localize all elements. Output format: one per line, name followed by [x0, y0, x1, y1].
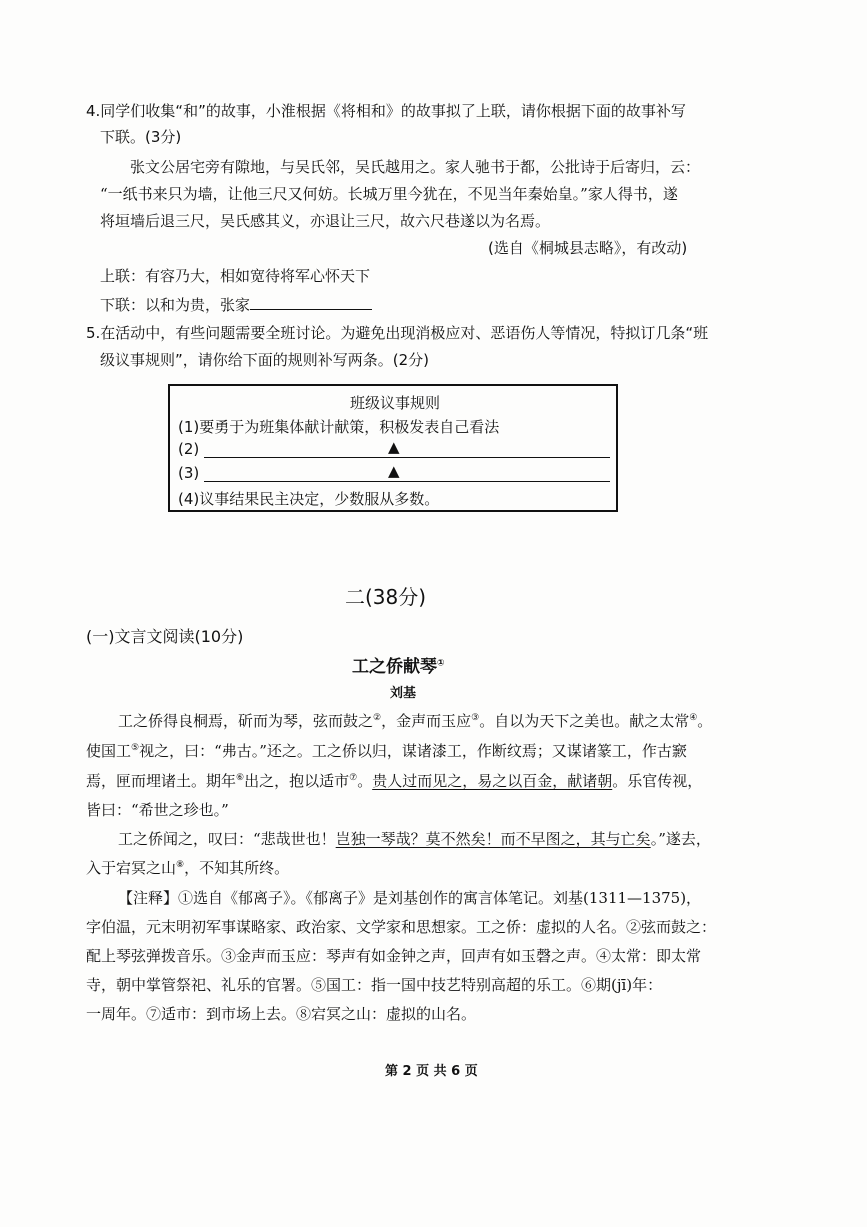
passage-text: 出之，抱以适市 [244, 772, 350, 790]
passage-line-2 [86, 740, 687, 761]
q4-upper-couplet: 上联：有容乃大，相如宽待将军心怀天下 [100, 267, 371, 285]
passage-title [352, 652, 445, 677]
passage-author: 刘基 [390, 686, 417, 701]
part-heading: (一)文言文阅读(10分) [86, 627, 244, 646]
passage-title-note: ① [437, 658, 445, 669]
rules-box-title: 班级议事规则 [350, 394, 441, 412]
underlined-sentence-1: 贵人过而见之，易之以百金，献诸朝 [372, 772, 613, 790]
rule-4: (4)议事结果民主决定，少数服从多数。 [178, 490, 440, 508]
passage-text: ，不知其所终。 [184, 859, 290, 877]
rule-3-answer-line[interactable] [204, 481, 610, 482]
note-ref-8: ⑧ [176, 860, 185, 870]
notes-line-1: 【注释】①选自《郁离子》。《郁离子》是刘基创作的寓言体笔记。刘基(1311—1375)， [118, 889, 702, 907]
rule-2-triangle-marker: ▲ [388, 438, 400, 456]
passage-text: 使国工 [86, 742, 132, 760]
notes-line-2: 字伯温，元末明初军事谋略家、政治家、文学家和思想家。工之侨：虚拟的人名。②弦而鼓之： [86, 918, 717, 936]
passage-text: 。 [697, 712, 713, 730]
q4-answer-blank[interactable] [250, 295, 372, 310]
page-number: 第 2 页 共 6 页 [385, 1064, 478, 1079]
passage-line-1 [118, 710, 712, 731]
q4-lower-couplet [100, 294, 372, 315]
note-ref-6: ⑥ [236, 773, 245, 783]
note-ref-4: ④ [689, 713, 698, 723]
note-ref-2: ② [373, 713, 382, 723]
passage-line-6 [86, 857, 289, 878]
section-heading: 二(38分) [345, 585, 427, 609]
passage-text: 入于宕冥之山 [86, 859, 177, 877]
passage-line-3 [86, 770, 702, 791]
notes-line-3: 配上琴弦弹拨音乐。③金声而玉应：琴声有如金钟之声，回声有如玉磬之声。④太常：即太常 [86, 947, 702, 965]
note-ref-5: ⑤ [131, 743, 140, 753]
q4-story-line2: “一纸书来只为墙，让他三尺又何妨。长城万里今犹在，不见当年秦始皇。”家人得书，遂 [100, 185, 678, 203]
q4-prompt-line1: 4.同学们收集“和”的故事，小淮根据《将相和》的故事拟了上联，请你根据下面的故事补写 [86, 102, 686, 120]
rules-box [168, 384, 618, 512]
note-ref-3: ③ [471, 713, 480, 723]
passage-text: 焉，匣而埋诸土。期年 [86, 772, 237, 790]
q4-lower-couplet-text: 下联：以和为贵，张家 [100, 296, 251, 314]
notes-line-4: 寺，朝中掌管祭祀、礼乐的官署。⑤国工：指一国中技艺特别高超的乐工。⑥期(jī)年： [86, 976, 663, 994]
passage-text: 。自以为天下之美也。献之太常 [479, 712, 690, 730]
passage-text: 视之，曰：“弗古。”还之。工之侨以归，谋诸漆工，作断纹焉；又谋诸篆工，作古窾 [139, 742, 687, 760]
passage-line-4: 皆曰：“希世之珍也。” [86, 801, 229, 819]
passage-text: 工之侨得良桐焉，斫而为琴，弦而鼓之 [118, 712, 374, 730]
passage-text: 工之侨闻之，叹曰：“悲哉世也！ [118, 830, 336, 848]
passage-text: 。乐官传视， [612, 772, 703, 790]
passage-text: 。 [357, 772, 373, 790]
notes-line-5: 一周年。⑦适市：到市场上去。⑧宕冥之山：虚拟的山名。 [86, 1005, 477, 1023]
rule-2-number: (2) [178, 440, 200, 458]
q5-prompt-line2: 级议事规则”，请你给下面的规则补写两条。(2分) [100, 351, 430, 369]
underlined-sentence-2: 岂独一琴哉？莫不然矣！而不早图之，其与亡矣 [335, 830, 651, 848]
q5-prompt-line1: 5.在活动中，有些问题需要全班讨论。为避免出现消极应对、恶语伤人等情况，特拟订几条“班 [86, 324, 709, 342]
rule-3-number: (3) [178, 464, 200, 482]
rule-1: (1)要勇于为班集体献计献策，积极发表自己看法 [178, 418, 500, 436]
passage-text: 。”遂去， [650, 830, 711, 848]
passage-text: ，金声而玉应 [381, 712, 472, 730]
rule-3-triangle-marker: ▲ [388, 462, 400, 480]
q4-story-line1: 张文公居宅旁有隙地，与吴氏邻，吴氏越用之。家人驰书于都，公批诗于后寄归，云： [130, 158, 701, 176]
q4-story-line3: 将垣墙后退三尺，吴氏感其义，亦退让三尺，故六尺巷遂以为名焉。 [100, 212, 551, 230]
passage-title-text: 工之侨献琴 [352, 657, 437, 677]
passage-line-5 [118, 828, 711, 849]
rule-2-answer-line[interactable] [204, 457, 610, 458]
note-ref-7: ⑦ [349, 773, 358, 783]
q4-source: (选自《桐城县志略》，有改动) [488, 239, 688, 257]
q4-prompt-line2: 下联。(3分) [100, 128, 182, 146]
